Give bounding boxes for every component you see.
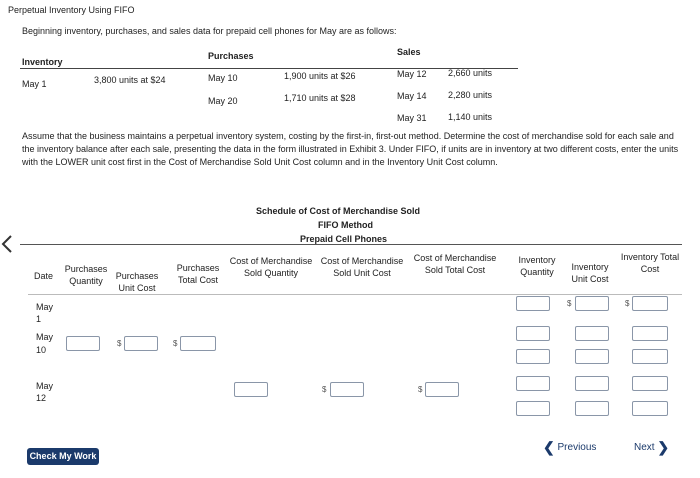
sales-header: Sales	[397, 47, 421, 57]
col-date: Date	[34, 271, 54, 281]
col-inventory-quantity: Inventory Quantity	[518, 255, 556, 277]
inventory-desc: 3,800 units at $24	[94, 75, 166, 85]
col-cost-sold-total-cost: Cost of Merchandise Sold Total Cost	[413, 253, 497, 275]
row-date-month: May	[36, 302, 54, 312]
sale-date: May 14	[397, 91, 427, 101]
row-date-day: 12	[36, 393, 47, 403]
currency-sign: $	[567, 299, 572, 308]
inventory-unit-cost-input[interactable]	[575, 349, 609, 364]
currency-sign: $	[625, 299, 630, 308]
col-purchases-quantity: Purchases Quantity	[64, 264, 108, 286]
intro-text: Beginning inventory, purchases, and sales data for prepaid cell phones for May are as follows:	[22, 26, 397, 36]
col-inventory-unit-cost: Inventory Unit Cost	[571, 262, 609, 284]
col-inventory-total-cost: Inventory Total Cost	[620, 252, 680, 274]
currency-sign: $	[418, 385, 423, 394]
purchase-date: May 10	[208, 73, 238, 83]
inventory-quantity-input[interactable]	[516, 296, 550, 311]
inventory-total-cost-input[interactable]	[632, 401, 668, 416]
row-date-day: 10	[36, 345, 47, 355]
instructions-text: Assume that the business maintains a perpetual inventory system, costing by the first-in, first-out method. Determine the cost of merchandise sold for each sale and the inventory balance after each sale, presenting the data in the form illustrated in Exhibit 3. Under FIFO, if units are in inventory at two different costs, enter the units with the LOWER unit cost first in the Cost of Merchandise Sold Unit Cost column and in the Inventory Unit Cost column.	[22, 131, 679, 167]
row-date-month: May	[36, 381, 54, 391]
inventory-quantity-input[interactable]	[516, 376, 550, 391]
cost-sold-unit-cost-input[interactable]	[330, 382, 364, 397]
inventory-date: May 1	[22, 79, 47, 89]
sale-date: May 31	[397, 113, 427, 123]
inventory-quantity-input[interactable]	[516, 326, 550, 341]
sale-date: May 12	[397, 69, 427, 79]
schedule-divider	[20, 244, 682, 245]
schedule-product: Prepaid Cell Phones	[300, 234, 388, 244]
row-date-day: 1	[36, 314, 42, 324]
inventory-total-cost-input[interactable]	[632, 376, 668, 391]
inventory-total-cost-input[interactable]	[632, 296, 668, 311]
header-divider	[20, 68, 518, 69]
inventory-unit-cost-input[interactable]	[575, 296, 609, 311]
collapse-chevron-icon[interactable]	[0, 234, 14, 254]
next-label: Next	[634, 442, 655, 453]
inventory-total-cost-input[interactable]	[632, 326, 668, 341]
col-cost-sold-unit-cost: Cost of Merchandise Sold Unit Cost	[320, 256, 404, 278]
chevron-right-icon: ❯	[657, 439, 670, 455]
cost-sold-quantity-input[interactable]	[234, 382, 268, 397]
col-purchases-total-cost: Purchases Total Cost	[176, 263, 220, 285]
cost-sold-total-cost-input[interactable]	[425, 382, 459, 397]
inventory-unit-cost-input[interactable]	[575, 401, 609, 416]
chevron-left-icon: ❮	[543, 439, 555, 455]
col-purchases-unit-cost: Purchases Unit Cost	[115, 271, 159, 293]
sale-units: 2,660 units	[448, 68, 493, 78]
purchase-date: May 20	[208, 96, 238, 106]
purchases-quantity-input[interactable]	[66, 336, 100, 351]
sale-units: 2,280 units	[448, 90, 493, 100]
next-button[interactable]	[634, 439, 669, 456]
inventory-total-cost-input[interactable]	[632, 349, 668, 364]
inventory-unit-cost-input[interactable]	[575, 326, 609, 341]
page-title: Perpetual Inventory Using FIFO	[8, 5, 135, 15]
previous-label: Previous	[557, 442, 597, 453]
schedule-title: Schedule of Cost of Merchandise Sold	[256, 206, 421, 216]
purchases-unit-cost-input[interactable]	[124, 336, 158, 351]
currency-sign: $	[322, 385, 327, 394]
purchases-header: Purchases	[208, 51, 254, 61]
inventory-quantity-input[interactable]	[516, 401, 550, 416]
col-cost-sold-quantity: Cost of Merchandise Sold Quantity	[229, 256, 313, 278]
purchase-desc: 1,900 units at $26	[284, 71, 356, 81]
currency-sign: $	[173, 339, 178, 348]
inventory-unit-cost-input[interactable]	[575, 376, 609, 391]
purchases-total-cost-input[interactable]	[180, 336, 216, 351]
sale-units: 1,140 units	[448, 112, 493, 122]
previous-button[interactable]	[543, 439, 596, 456]
inventory-header: Inventory	[22, 57, 63, 67]
row-date-month: May	[36, 332, 54, 342]
check-my-work-button[interactable]: Check My Work	[27, 448, 99, 465]
column-header-divider	[28, 294, 682, 295]
currency-sign: $	[117, 339, 122, 348]
inventory-quantity-input[interactable]	[516, 349, 550, 364]
schedule-method: FIFO Method	[318, 220, 373, 230]
purchase-desc: 1,710 units at $28	[284, 93, 356, 103]
